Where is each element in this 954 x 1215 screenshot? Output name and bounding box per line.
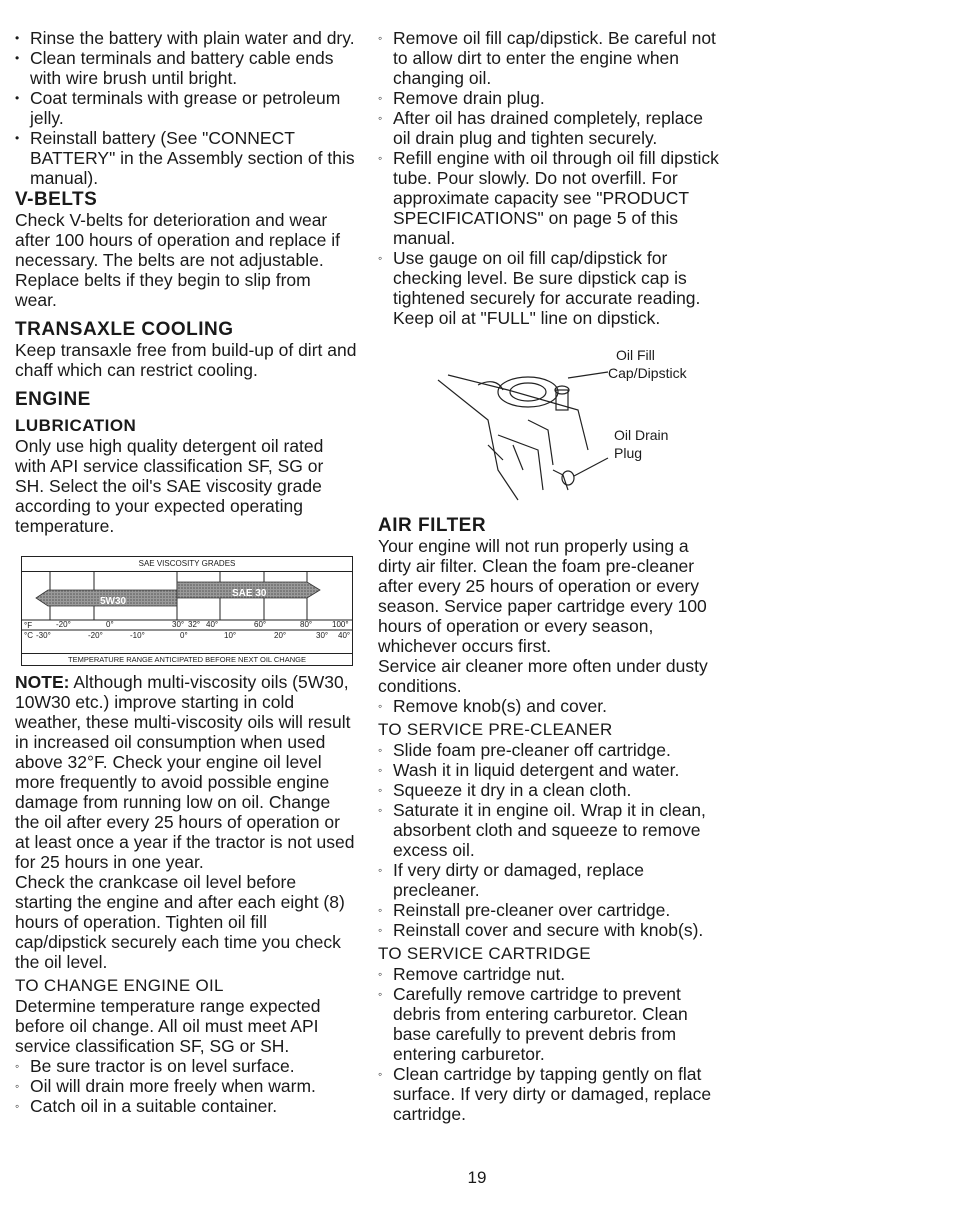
viscosity-chart-graphic [22, 572, 352, 652]
list-item: ◦ Clean cartridge by tapping gently on flat surface. If very dirty or damaged, replace cartridge. [378, 1064, 723, 1124]
list-item: • Reinstall battery (See "CONNECT BATTERY" in the Assembly section of this manual). [15, 128, 357, 188]
viscosity-chart [21, 556, 353, 666]
cartridge-heading: TO SERVICE CARTRIDGE [378, 944, 591, 963]
list-item: ◦ After oil has drained completely, replace oil drain plug and tighten securely. [378, 108, 723, 148]
fahrenheit-unit: °F [24, 621, 33, 630]
oil-fill-label: Oil Fill [616, 347, 655, 363]
list-item: ◦ Remove oil fill cap/dipstick. Be careful not to allow dirt to enter the engine when changing oil. [378, 28, 723, 88]
page-number: 19 [467, 1168, 487, 1187]
f-tick: 40° [206, 620, 219, 629]
precleaner-list [378, 740, 723, 940]
c-tick: 10° [224, 631, 237, 640]
list-item: ◦ Oil will drain more freely when warm. [15, 1076, 357, 1096]
note-text: Although multi-viscosity oils (5W30, 10W30 etc.) improve starting in cold weather, these multi-viscosity oils will result in increased oil consumption when used above 32°F. Check your engine oil level more frequently to avoid possible engine damage from running low on oil. Change the oil after every 25 hours of operation or at least once a year if the tractor is not used for 25 hours in one year. [15, 672, 355, 872]
note-paragraph [15, 672, 357, 872]
c-tick: 0° [180, 631, 188, 640]
c-tick: 40° [338, 631, 351, 640]
plug-label: Plug [614, 445, 643, 461]
c-tick: 30° [316, 631, 329, 640]
list-item: ◦ Squeeze it dry in a clean cloth. [378, 780, 723, 800]
f-tick: 30° [172, 620, 185, 629]
f-tick: 60° [254, 620, 267, 629]
list-item: ◦ Catch oil in a suitable container. [15, 1096, 357, 1116]
crankcase-text: Check the crankcase oil level before starting the engine and after each eight (8) hours of operation. Tighten oil fill cap/dipstick securely each time you check the oil level. [15, 872, 345, 972]
c-tick: -20° [88, 631, 103, 640]
f-tick: 32° [188, 620, 201, 629]
oil-diagram [378, 347, 723, 510]
chart-title: SAE VISCOSITY GRADES [22, 557, 352, 572]
vbelts-heading: V-BELTS [15, 189, 98, 210]
air-filter-heading: AIR FILTER [378, 515, 487, 536]
air-filter-text: Your engine will not run properly using a dirty air filter. Clean the foam pre-cleaner after every 25 hours of operation or every season. Service paper cartridge every 100 hours of operation or every season, whichever occurs first. [378, 536, 707, 656]
change-oil-text: Determine temperature range expected before oil change. All oil must meet API service classification SF, SG or SH. [15, 996, 321, 1056]
celsius-unit: °C [24, 631, 33, 640]
c-tick: -10° [130, 631, 145, 640]
right-column [378, 28, 723, 1124]
list-item: • Coat terminals with grease or petroleum jelly. [15, 88, 357, 128]
list-item: ◦ Reinstall cover and secure with knob(s). [378, 920, 723, 940]
list-item: • Rinse the battery with plain water and dry. [15, 28, 357, 48]
list-item: ◦ Reinstall pre-cleaner over cartridge. [378, 900, 723, 920]
left-column [15, 28, 357, 1116]
change-oil-heading: TO CHANGE ENGINE OIL [15, 976, 224, 995]
engine-heading: ENGINE [15, 389, 91, 410]
oil-drain-label: Oil Drain [614, 427, 669, 443]
f-tick: 80° [300, 620, 313, 629]
list-item: ◦ If very dirty or damaged, replace precleaner. [378, 860, 723, 900]
grade-5w30-label: 5W30 [100, 596, 127, 607]
cartridge-list [378, 964, 723, 1124]
list-item: ◦ Wash it in liquid detergent and water. [378, 760, 723, 780]
cap-dipstick-label: Cap/Dipstick [608, 365, 687, 381]
f-tick: 100° [332, 620, 349, 629]
grade-sae30-label: SAE 30 [232, 588, 267, 599]
list-item: ◦ Saturate it in engine oil. Wrap it in clean, absorbent cloth and squeeze to remove excess oil. [378, 800, 723, 860]
air-filter-text-2: Service air cleaner more often under dusty conditions. [378, 656, 708, 696]
chart-footer: TEMPERATURE RANGE ANTICIPATED BEFORE NEXT OIL CHANGE [22, 653, 352, 665]
list-item: ◦ Carefully remove cartridge to prevent debris from entering carburetor. Clean base carefully to prevent debris from entering carburetor. [378, 984, 723, 1064]
air-filter-list [378, 696, 723, 716]
precleaner-heading: TO SERVICE PRE-CLEANER [378, 720, 613, 739]
list-item: ◦ Refill engine with oil through oil fill dipstick tube. Pour slowly. Do not overfill. For approximate capacity see "PRODUCT SPECIFICATIONS" on page 5 of this manual. [378, 148, 723, 248]
list-item: ◦ Slide foam pre-cleaner off cartridge. [378, 740, 723, 760]
list-item: ◦ Remove cartridge nut. [378, 964, 723, 984]
change-oil-list [15, 1056, 357, 1116]
list-item: ◦ Remove knob(s) and cover. [378, 696, 723, 716]
f-tick: 0° [106, 620, 114, 629]
oil-steps-list [378, 28, 723, 328]
lubrication-heading: LUBRICATION [15, 416, 137, 435]
vbelts-text: Check V-belts for deterioration and wear after 100 hours of operation and replace if necessary. The belts are not adjustable. Replace belts if they begin to slip from wear. [15, 210, 340, 310]
f-tick: -20° [56, 620, 71, 629]
lubrication-text: Only use high quality detergent oil rated with API service classification SF, SG or SH. Select the oil's SAE viscosity grade according to your expected operating temperature. [15, 436, 324, 536]
note-label: NOTE: [15, 672, 70, 692]
battery-steps-list [15, 28, 357, 188]
c-tick: -30° [36, 631, 51, 640]
transaxle-heading: TRANSAXLE COOLING [15, 319, 234, 340]
list-item: ◦ Remove drain plug. [378, 88, 723, 108]
list-item: ◦ Use gauge on oil fill cap/dipstick for checking level. Be sure dipstick cap is tightened securely for accurate reading. Keep oil at "FULL" line on dipstick. [378, 248, 723, 328]
list-item: ◦ Be sure tractor is on level surface. [15, 1056, 357, 1076]
list-item: • Clean terminals and battery cable ends with wire brush until bright. [15, 48, 357, 88]
transaxle-text: Keep transaxle free from build-up of dirt and chaff which can restrict cooling. [15, 340, 357, 380]
c-tick: 20° [274, 631, 287, 640]
